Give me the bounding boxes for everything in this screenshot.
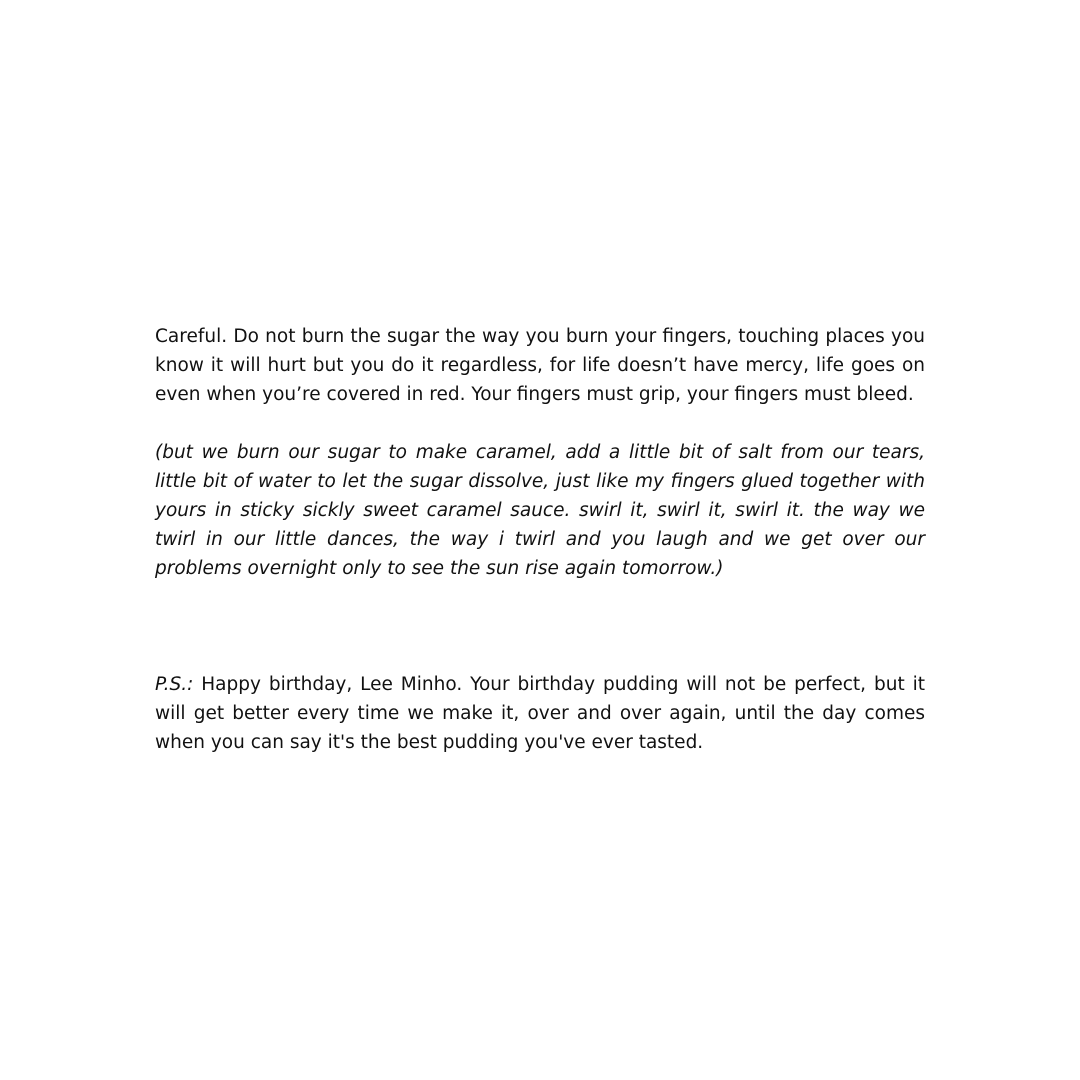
postscript-text: Happy birthday, Lee Minho. Your birthday pudding will not be perfect, but it will get better every time we make it, over and over again, until the day comes when you can say it's the best pudding you've ever tasted. [155, 674, 925, 753]
paragraph-careful: Careful. Do not burn the sugar the way you burn your fingers, touching places you know it will hurt but you do it regardless, for life doesn’t have mercy, life goes on even when you’re covered in red. Your fingers must grip, your fingers must bleed. [155, 326, 925, 405]
paragraph-caramel-italic: (but we burn our sugar to make caramel, add a little bit of salt from our tears, little bit of water to let the sugar dissolve, just like my fingers glued together with yours in sticky sickly sweet caramel sauce. swirl it, swirl it, swirl it. the way we twirl in our little dances, the way i twirl and you laugh and we get over our problems overnight only to see the sun rise again tomorrow.) [155, 442, 925, 579]
postscript-paragraph [155, 670, 925, 757]
postscript-label: P.S.: [155, 674, 194, 695]
